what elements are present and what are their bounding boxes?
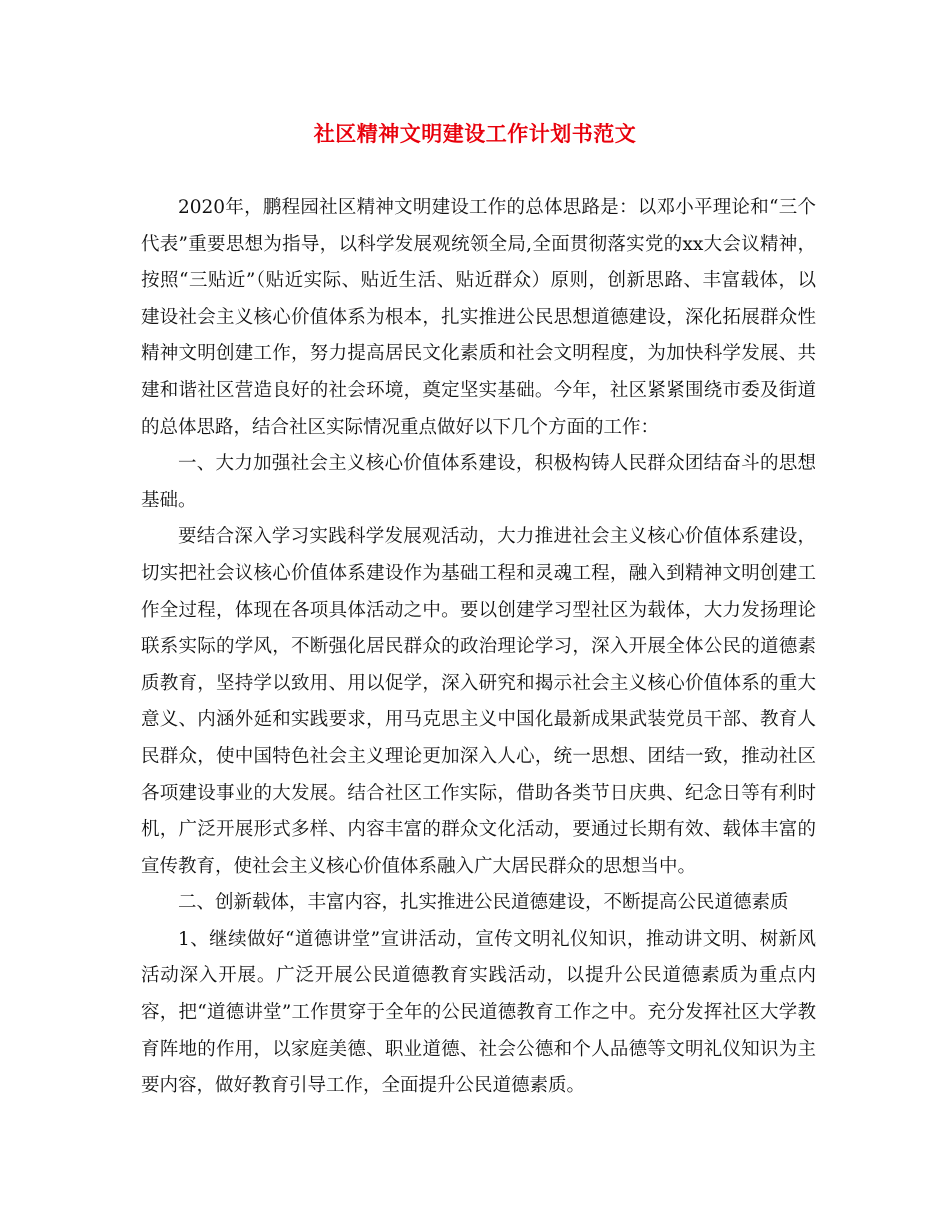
document-title: 社区精神文明建设工作计划书范文 — [313, 121, 637, 146]
paragraph-core-values: 要结合深入学习实践科学发展观活动，大力推进社会主义核心价值体系建设，切实把社会议核心价值体系建设作为基础工程和灵魂工程，融入到精神文明创建工作全过程，体现在各项具体活动之中。要以创建学习型社区为载体，大力发扬理论联系实际的学风，不断强化居民群众的政治理论学习，深入开展全体公民的道德素质教育，坚持学以致用、用以促学，深入研究和揭示社会主义核心价值体系的重大意义、内涵外延和实践要求，用马克思主义中国化最新成果武装党员干部、教育人民群众，使中国特色社会主义理论更加深入人心，统一思想、团结一致，推动社区各项建设事业的大发展。结合社区工作实际，借助各类节日庆典、纪念日等有利时机，广泛开展形式多样、内容丰富的群众文化活动，要通过长期有效、载体丰富的宣传教育，使社会主义核心价值体系融入广大居民群众的思想当中。 — [141, 526, 816, 877]
document-body — [141, 190, 816, 1105]
paragraph-intro: 2020年，鹏程园社区精神文明建设工作的总体思路是：以邓小平理论和“三个代表”重要思想为指导，以科学发展观统领全局,全面贯彻落实党的xx大会议精神，按照“三贴近”（贴近实际、贴近生活、贴近群众）原则，创新思路、丰富载体，以建设社会主义核心价值体系为根本，扎实推进公民思想道德建设，深化拓展群众性精神文明创建工作，努力提高居民文化素质和社会文明程度，为加快科学发展、共建和谐社区营造良好的社会环境，奠定坚实基础。今年，社区紧紧围绕市委及街道的总体思路，结合社区实际情况重点做好以下几个方面的工作： — [141, 197, 816, 438]
paragraph-heading-2: 二、创新载体，丰富内容，扎实推进公民道德建设，不断提高公民道德素质 — [178, 892, 789, 914]
paragraph-heading-1: 一、大力加强社会主义核心价值体系建设，积极构铸人民群众团结奋斗的思想基础。 — [141, 453, 816, 511]
paragraph-moral-lecture: 1、继续做好“道德讲堂”宣讲活动，宣传文明礼仪知识，推动讲文明、树新风活动深入开展。广泛开展公民道德教育实践活动，以提升公民道德素质为重点内容，把“道德讲堂”工作贯穿于全年的公民道德教育工作之中。充分发挥社区大学教育阵地的作用，以家庭美德、职业道德、社会公德和个人品德等文明礼仪知识为主要内容，做好教育引导工作，全面提升公民道德素质。 — [141, 928, 816, 1097]
